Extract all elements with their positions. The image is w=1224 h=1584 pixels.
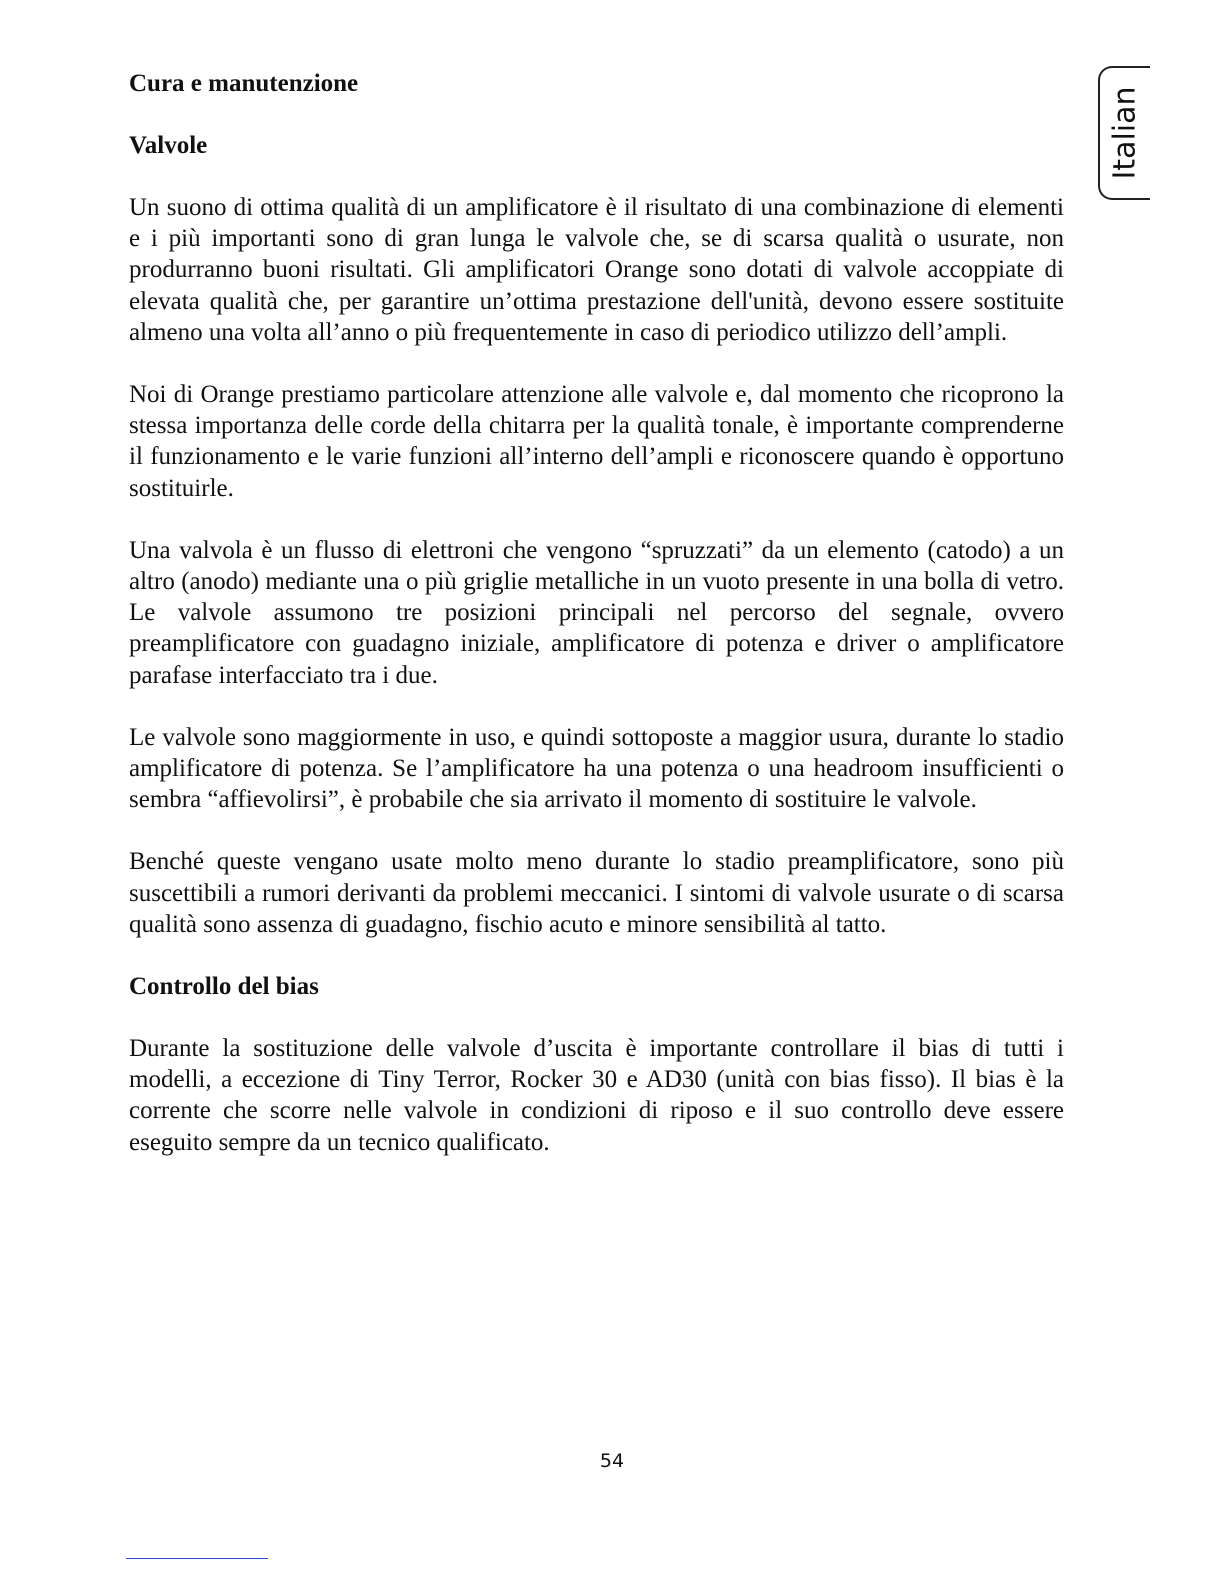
paragraph-bias: Durante la sostituzione delle valvole d’uscita è importante controllare il bias di tutti i modelli, a eccezione di Tiny Terror, Rocker 30 e AD30 (unità con bias fisso). Il bias è la corrente che scorre nelle valvole in condizioni di riposo e il suo controllo deve essere eseguito sempre da un tecnico qualificato. <box>129 1035 1064 1156</box>
footnote-rule <box>126 1558 268 1559</box>
subsection-title-bias: Controllo del bias <box>129 973 319 1001</box>
paragraph-valvole-3: Una valvola è un flusso di elettroni che vengono “spruzzati” da un elemento (catodo) a un altro (anodo) mediante una o più griglie metalliche in un vuoto presente in una bolla di vetro. Le valvole assumono tre posizioni principali nel percorso del segnale, ovvero preamplificatore con guadagno iniziale, amplificatore di potenza e driver o amplificatore parafase interfacciato tra i due. <box>129 536 1064 689</box>
page-number: 54 <box>599 1450 625 1472</box>
paragraph-valvole-2: Noi di Orange prestiamo particolare attenzione alle valvole e, dal momento che ricoprono la stessa importanza delle corde della chitarra per la qualità tonale, è importante comprenderne il funzionamento e le varie funzioni all’interno dell’ampli e riconoscere quando è opportuno sostituirle. <box>129 381 1064 502</box>
paragraph-valvole-5: Benché queste vengano usate molto meno durante lo stadio preamplificatore, sono più suscettibili a rumori derivanti da problemi meccanici. I sintomi di valvole usurate o di scarsa qualità sono assenza di guadagno, fischio acuto e minore sensibilità al tatto. <box>129 848 1064 938</box>
paragraph-valvole-4: Le valvole sono maggiormente in uso, e quindi sottoposte a maggior usura, durante lo stadio amplificatore di potenza. Se l’amplificatore ha una potenza o una headroom insufficienti o sembra “affievolirsi”, è probabile che sia arrivato il momento di sostituire le valvole. <box>129 723 1064 814</box>
section-title: Cura e manutenzione <box>129 70 359 97</box>
paragraph-valvole-1: Un suono di ottima qualità di un amplificatore è il risultato di una combinazione di elementi e i più importanti sono di gran lunga le valvole che, se di scarsa qualità o usurate, non produrranno buoni risultati. Gli amplificatori Orange sono dotati di valvole accoppiate di elevata qualità che, per garantire un’ottima prestazione dell'unità, devono essere sostituite almeno una volta all’anno o più frequentemente in caso di periodico utilizzo dell’ampli. <box>129 194 1064 346</box>
language-tab-label: Italian <box>1107 86 1143 180</box>
subsection-title-valvole: Valvole <box>129 132 208 159</box>
language-tab <box>1098 66 1150 200</box>
page-content <box>129 68 1064 1189</box>
